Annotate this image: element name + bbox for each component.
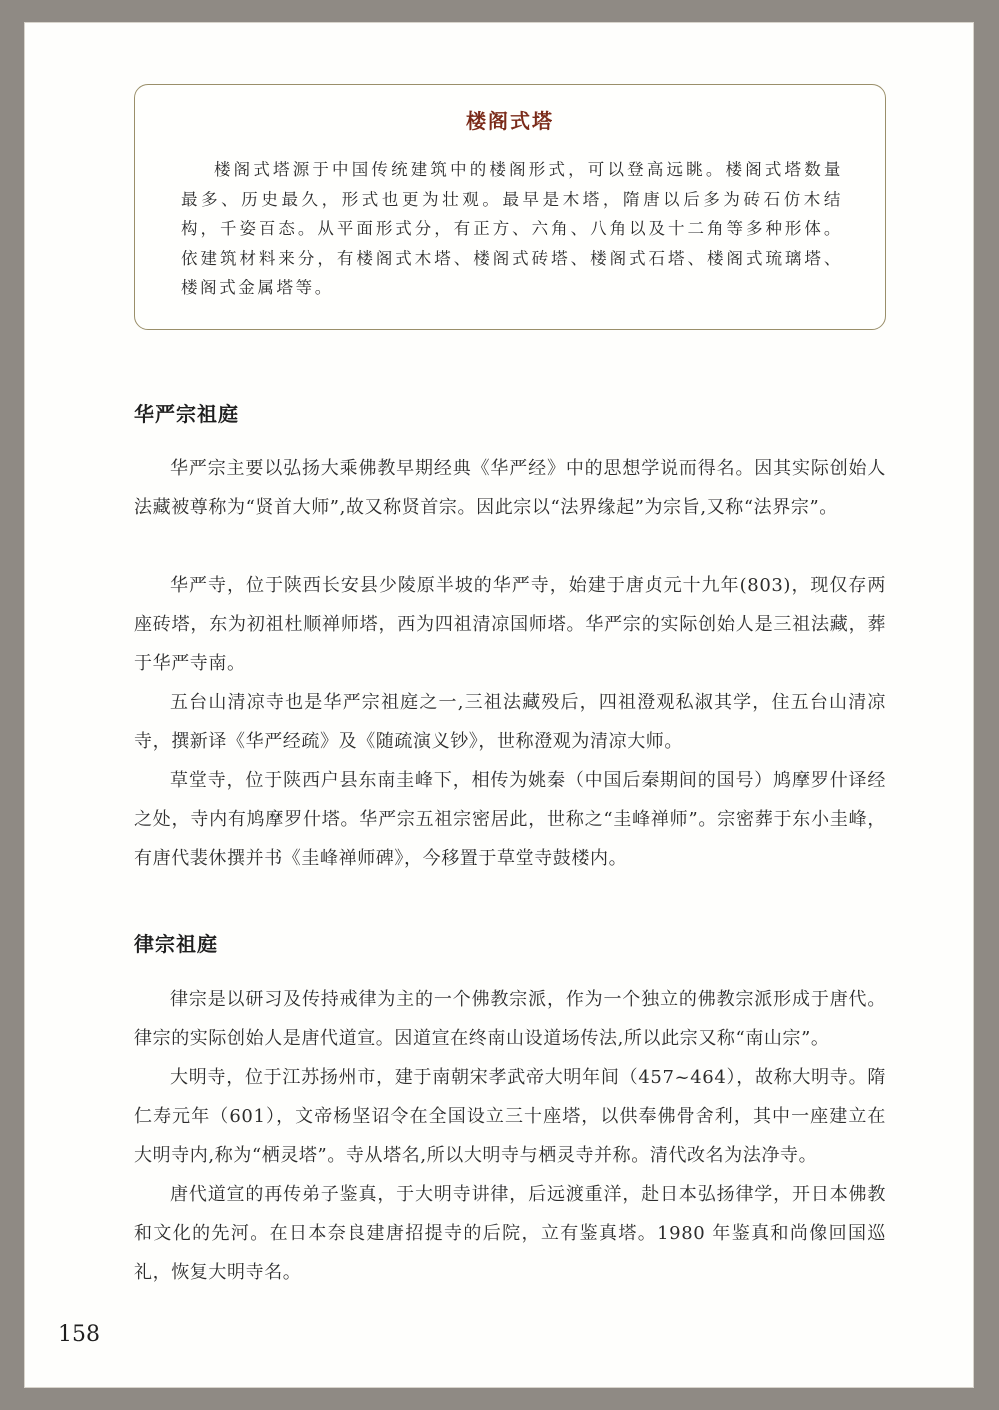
page-number: 158: [58, 1322, 100, 1347]
paragraph: 律宗是以研习及传持戒律为主的一个佛教宗派，作为一个独立的佛教宗派形成于唐代。律宗的实际创始人是唐代道宣。因道宣在终南山设道场传法,所以此宗又称“南山宗”。: [134, 989, 886, 1049]
section-heading-lvzong: 律宗祖庭: [134, 932, 218, 956]
book-page: [24, 22, 974, 1388]
paragraph: 华严寺，位于陕西长安县少陵原半坡的华严寺，始建于唐贞元十九年(803)，现仅存两座砖塔，东为初祖杜顺禅师塔，西为四祖清凉国师塔。华严宗的实际创始人是三祖法藏，葬于华严寺南。: [134, 575, 886, 674]
section-heading-huayan: 华严宗祖庭: [134, 402, 239, 426]
paragraph: 五台山清凉寺也是华严宗祖庭之一,三祖法藏殁后，四祖澄观私淑其学，住五台山清凉寺，撰新译《华严经疏》及《随疏演义钞》，世称澄观为清凉大师。: [134, 692, 886, 752]
sidebar-box: [134, 84, 886, 330]
paragraph: 草堂寺，位于陕西户县东南圭峰下，相传为姚秦（中国后秦期间的国号）鸠摩罗什译经之处，寺内有鸠摩罗什塔。华严宗五祖宗密居此，世称之“圭峰禅师”。宗密葬于东小圭峰，有唐代裴休撰并书《圭峰禅师碑》，今移置于草堂寺鼓楼内。: [134, 770, 886, 869]
paragraph: 唐代道宣的再传弟子鉴真，于大明寺讲律，后远渡重洋，赴日本弘扬律学，开日本佛教和文化的先河。在日本奈良建唐招提寺的后院，立有鉴真塔。1980 年鉴真和尚像回国巡礼，恢复大明寺名。: [134, 1184, 886, 1283]
paragraph: 华严宗主要以弘扬大乘佛教早期经典《华严经》中的思想学说而得名。因其实际创始人法藏被尊称为“贤首大师”,故又称贤首宗。因此宗以“法界缘起”为宗旨,又称“法界宗”。: [134, 458, 886, 518]
paragraph: 大明寺，位于江苏扬州市，建于南朝宋孝武帝大明年间（457~464），故称大明寺。隋仁寿元年（601），文帝杨坚诏令在全国设立三十座塔，以供奉佛骨舍利，其中一座建立在大明寺内,称为“栖灵塔”。寺从塔名,所以大明寺与栖灵寺并称。清代改名为法净寺。: [134, 1067, 886, 1166]
sidebar-title: 楼阁式塔: [466, 109, 554, 133]
sidebar-body: 楼阁式塔源于中国传统建筑中的楼阁形式，可以登高远眺。楼阁式塔数量最多、历史最久，形式也更为壮观。最早是木塔，隋唐以后多为砖石仿木结构，千姿百态。从平面形式分，有正方、六角、八角以及十二角等多种形体。依建筑材料来分，有楼阁式木塔、楼阁式砖塔、楼阁式石塔、楼阁式琉璃塔、楼阁式金属塔等。: [181, 160, 843, 297]
